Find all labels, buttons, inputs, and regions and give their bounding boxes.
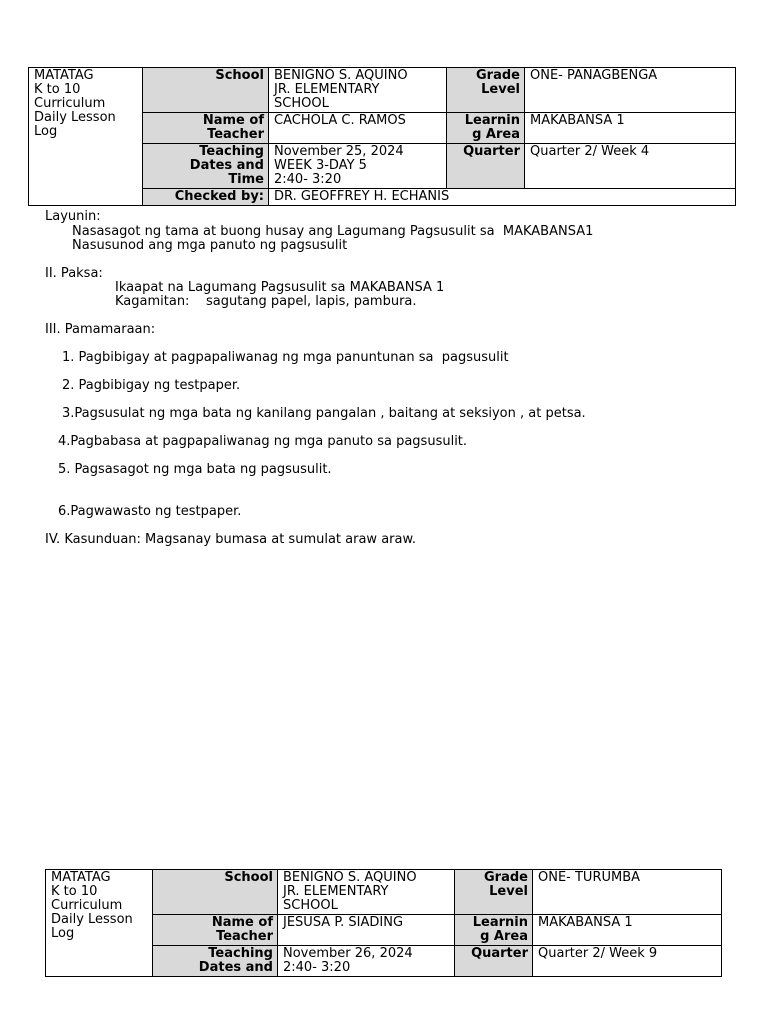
learning-area-label: Learnin g Area: [455, 915, 533, 946]
checked-by-label: Checked by:: [143, 189, 269, 206]
log-title: MATATAG K to 10 Curriculum Daily Lesson Log: [46, 870, 153, 977]
learning-area-label: Learnin g Area: [447, 113, 525, 144]
teacher-label: Name of Teacher: [153, 915, 278, 946]
learning-area-value: MAKABANSA 1: [525, 113, 736, 144]
teacher-value: CACHOLA C. RAMOS: [269, 113, 447, 144]
lesson-log-header-2: [45, 869, 722, 977]
quarter-label: Quarter: [455, 946, 533, 977]
teaching-dates-value: November 25, 2024 WEEK 3-DAY 5 2:40- 3:20: [269, 144, 447, 189]
learning-area-value: MAKABANSA 1: [533, 915, 722, 946]
procedure-step: 1. Pagbibigay at pagpapaliwanag ng mga panuntunan sa pagsusulit: [62, 350, 509, 365]
lesson-log-header-1: [28, 67, 736, 206]
teacher-value: JESUSA P. SIADING: [278, 915, 455, 946]
school-value: BENIGNO S. AQUINO JR. ELEMENTARY SCHOOL: [269, 68, 447, 113]
grade-level-label: Grade Level: [447, 68, 525, 113]
procedure-step: 3.Pagsusulat ng mga bata ng kanilang pangalan , baitang at seksiyon , at petsa.: [62, 406, 586, 421]
procedure-step: 2. Pagbibigay ng testpaper.: [62, 378, 241, 393]
quarter-value: Quarter 2/ Week 4: [525, 144, 736, 189]
grade-level-value: ONE- TURUMBA: [533, 870, 722, 915]
paksa-topic: Ikaapat na Lagumang Pagsusulit sa MAKABANSA 1: [115, 280, 445, 295]
school-label: School: [153, 870, 278, 915]
quarter-value: Quarter 2/ Week 9: [533, 946, 722, 977]
school-value: BENIGNO S. AQUINO JR. ELEMENTARY SCHOOL: [278, 870, 455, 915]
grade-level-value: ONE- PANAGBENGA: [525, 68, 736, 113]
paksa-materials: Kagamitan: sagutang papel, lapis, pambura.: [115, 294, 417, 309]
layunin-item: Nasasagot ng tama at buong husay ang Lagumang Pagsusulit sa MAKABANSA1: [72, 224, 594, 239]
quarter-label: Quarter: [447, 144, 525, 189]
teaching-dates-label: Teaching Dates and: [153, 946, 278, 977]
layunin-item: Nasusunod ang mga panuto ng pagsusulit: [72, 238, 348, 253]
paksa-heading: II. Paksa:: [45, 266, 103, 281]
log-title: MATATAG K to 10 Curriculum Daily Lesson Log: [29, 68, 143, 206]
layunin-heading: Layunin:: [45, 209, 101, 224]
procedure-step: 4.Pagbabasa at pagpapaliwanag ng mga panuto sa pagsusulit.: [58, 434, 468, 449]
kasunduan: IV. Kasunduan: Magsanay bumasa at sumulat araw araw.: [45, 532, 417, 547]
school-label: School: [143, 68, 269, 113]
teacher-label: Name of Teacher: [143, 113, 269, 144]
teaching-dates-value: November 26, 2024 2:40- 3:20: [278, 946, 455, 977]
procedure-step: 6.Pagwawasto ng testpaper.: [58, 504, 242, 519]
pamamaraan-heading: III. Pamamaraan:: [45, 322, 156, 337]
grade-level-label: Grade Level: [455, 870, 533, 915]
procedure-step: 5. Pagsasagot ng mga bata ng pagsusulit.: [58, 462, 332, 477]
checked-by-value: DR. GEOFFREY H. ECHANIS: [269, 189, 736, 206]
teaching-dates-label: Teaching Dates and Time: [143, 144, 269, 189]
